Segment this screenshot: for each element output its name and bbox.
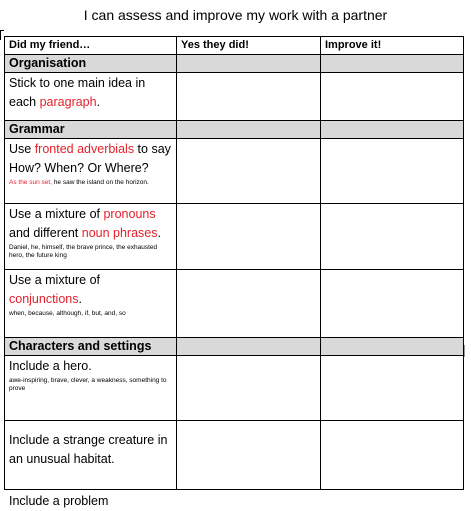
criterion-text: . — [78, 292, 82, 306]
table-row — [5, 270, 464, 338]
table-row — [5, 73, 464, 121]
criterion-text: and different — [9, 226, 82, 240]
criterion-text: Include a hero. — [9, 359, 92, 373]
highlighted-term: pronouns — [103, 207, 156, 221]
header-improve-it: Improve it! — [321, 37, 464, 55]
section-cell — [321, 338, 464, 356]
yes-they-did-cell[interactable] — [177, 421, 321, 490]
cut-off-row-text: Include a problem — [9, 494, 109, 508]
section-cell — [177, 338, 321, 356]
improve-it-cell[interactable] — [321, 421, 464, 490]
criterion-text: . — [96, 95, 101, 109]
section-cell — [177, 55, 321, 73]
yes-they-did-cell[interactable] — [177, 139, 321, 204]
yes-they-did-cell[interactable] — [177, 270, 321, 338]
header-yes-they-did: Yes they did! — [177, 37, 321, 55]
criterion-fronted-adverbials — [5, 139, 177, 204]
section-title: Characters and settings — [5, 338, 177, 356]
example-highlight: As the sun set, — [9, 179, 52, 186]
table-row — [5, 204, 464, 270]
yes-they-did-cell[interactable] — [177, 356, 321, 421]
yes-they-did-cell[interactable] — [177, 204, 321, 270]
table-header-row — [5, 37, 464, 55]
improve-it-cell[interactable] — [321, 73, 464, 121]
criterion-text: Stick to one main idea in each — [9, 76, 146, 109]
yes-they-did-cell[interactable] — [177, 73, 321, 121]
table-row — [5, 139, 464, 204]
section-cell — [321, 121, 464, 139]
highlighted-term: conjunctions — [9, 292, 79, 306]
criterion-text: Use a mixture of — [9, 207, 104, 221]
example-text — [9, 179, 173, 187]
example-rest: he saw the island on the horizon. — [52, 179, 149, 186]
example-text: Daniel, he, himself, the brave prince, the exhausted hero, the future king — [9, 244, 158, 259]
highlighted-term: noun phrases — [81, 226, 158, 240]
example-text: awe-inspiring, brave, clever, a weakness, something to prove — [9, 377, 167, 392]
criterion-text: to say How? When? Or Where? — [9, 142, 171, 175]
document-title: I can assess and improve my work with a partner — [83, 7, 388, 23]
table-row — [5, 356, 464, 421]
section-characters-settings — [5, 338, 464, 356]
criterion-text: . — [157, 226, 161, 240]
criterion-text: Use a mixture of — [9, 273, 101, 287]
improve-it-cell[interactable] — [321, 270, 464, 338]
criterion-hero — [5, 356, 177, 421]
section-cell — [321, 55, 464, 73]
criterion-conjunctions — [5, 270, 177, 338]
cut-off-row — [4, 492, 463, 508]
highlighted-term: fronted adverbials — [34, 142, 135, 156]
section-grammar — [5, 121, 464, 139]
criterion-paragraph — [5, 73, 177, 121]
section-organisation — [5, 55, 464, 73]
section-cell — [177, 121, 321, 139]
criterion-pronouns — [5, 204, 177, 270]
assessment-table — [4, 36, 464, 490]
highlighted-term: paragraph — [39, 95, 97, 109]
table-row — [5, 421, 464, 490]
improve-it-cell[interactable] — [321, 356, 464, 421]
improve-it-cell[interactable] — [321, 139, 464, 204]
header-did-my-friend: Did my friend… — [5, 37, 177, 55]
example-text: when, because, although, if, but, and, so — [9, 310, 126, 317]
criterion-text: Use — [9, 142, 35, 156]
section-title: Organisation — [5, 55, 177, 73]
improve-it-cell[interactable] — [321, 204, 464, 270]
section-title: Grammar — [5, 121, 177, 139]
criterion-creature: Include a strange creature in an unusual habitat. — [5, 421, 177, 490]
